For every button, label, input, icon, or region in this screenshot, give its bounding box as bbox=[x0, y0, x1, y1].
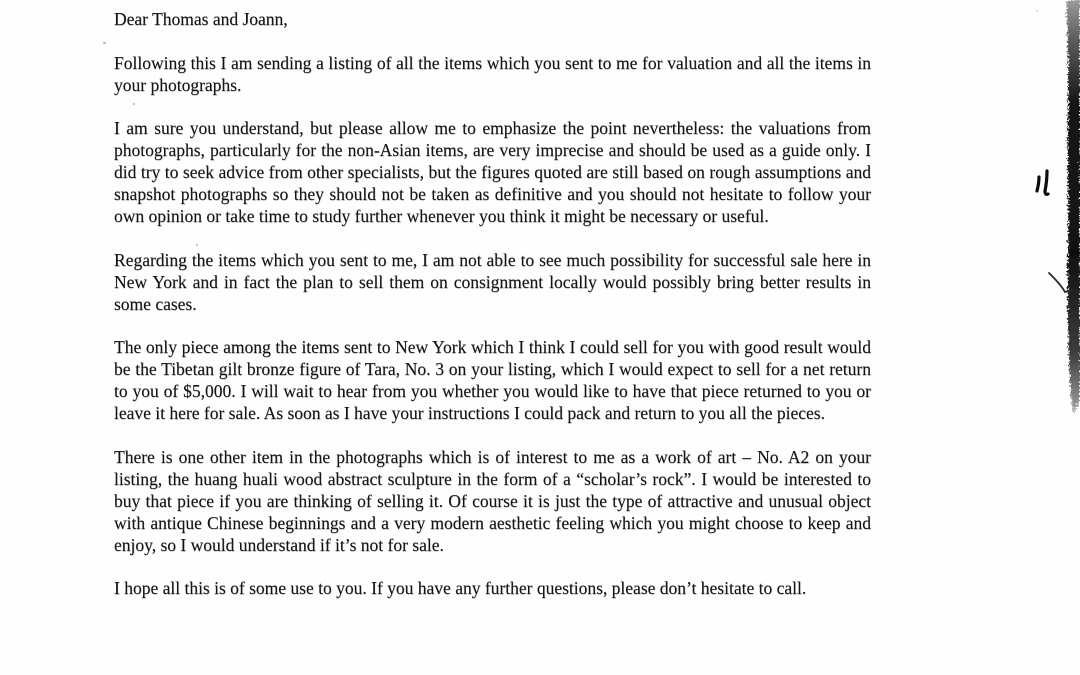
scan-edge-artifact bbox=[1054, 0, 1080, 424]
letter-paragraph: The only piece among the items sent to New York which I think I could sell for you with good result would be the Tibetan gilt bronze figure of Tara, No. 3 on your listing, which I would expect to sell for a net return to you of $5,000. I will wait to hear from you whether you would like to have that piece returned to you or leave it here for sale. As soon as I have your instructions I could pack and return to you all the pieces. bbox=[114, 337, 871, 423]
scan-speck bbox=[103, 42, 106, 44]
scan-speck bbox=[133, 103, 135, 105]
scan-speck bbox=[1036, 10, 1038, 12]
letter-paragraph: Regarding the items which you sent to me, I am not able to see much possibility for successful sale here in New York and in fact the plan to sell them on consignment locally would possibly bring better results in some cases. bbox=[114, 249, 871, 314]
handwritten-tick-mark bbox=[1032, 164, 1056, 198]
letter-greeting: Dear Thomas and Joann, bbox=[114, 9, 288, 29]
letter-paragraph: Following this I am sending a listing of all the items which you sent to me for valuation and all the items in your photographs. bbox=[114, 52, 871, 95]
scan-speck bbox=[196, 244, 198, 246]
stray-stroke-mark bbox=[1046, 268, 1076, 300]
letter-paragraph: I hope all this is of some use to you. If you have any further questions, please don’t hesitate to call. bbox=[114, 578, 807, 598]
letter-body bbox=[114, 0, 871, 621]
letter-paragraph: I am sure you understand, but please allow me to emphasize the point nevertheless: the valuations from photographs, particularly for the non-Asian items, are very imprecise and should be used as a guide only. I did try to seek advice from other specialists, but the figures quoted are still based on rough assumptions and snapshot photographs so they should not be taken as definitive and you should not hesitate to follow your own opinion or take time to study further whenever you think it might be necessary or useful. bbox=[114, 118, 871, 226]
letter-paragraph: There is one other item in the photographs which is of interest to me as a work of art – No. A2 on your listing, the huang huali wood abstract sculpture in the form of a “scholar’s rock”. I would be interested to buy that piece if you are thinking of selling it. Of course it is just the type of attractive and unusual object with antique Chinese beginnings and a very modern aesthetic feeling which you might choose to keep and enjoy, so I would understand if it’s not for sale. bbox=[114, 446, 871, 555]
